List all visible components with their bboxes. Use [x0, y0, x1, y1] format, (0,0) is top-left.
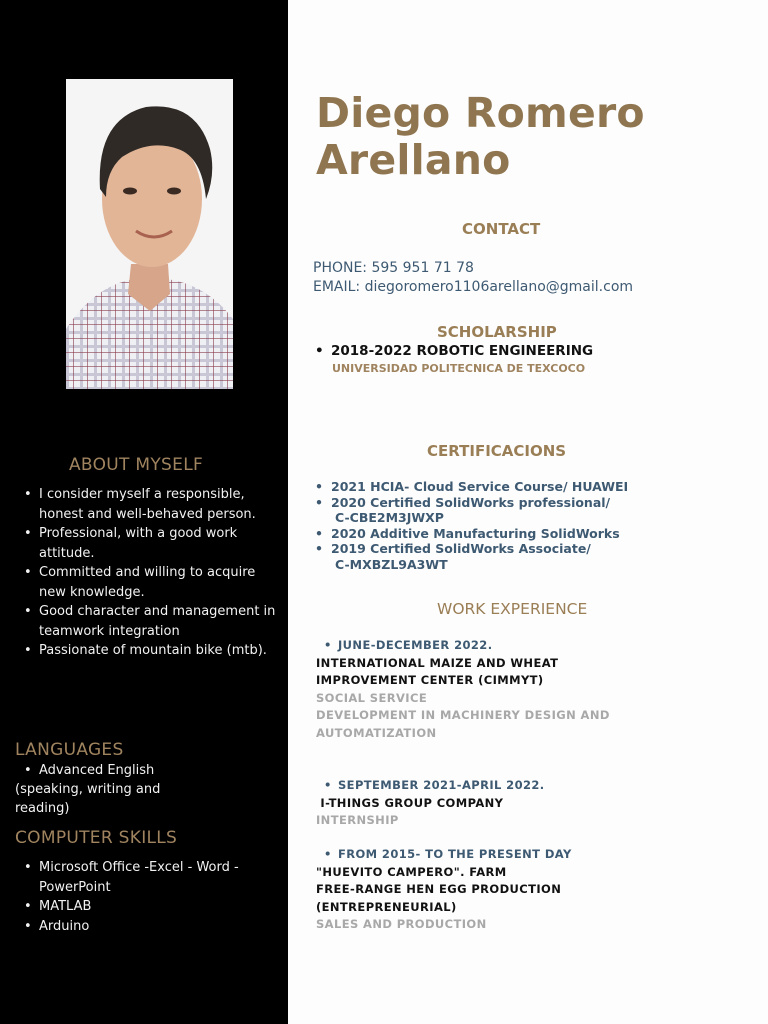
about-item: • Professional, with a good work attitude. [16, 524, 282, 563]
job-role: DEVELOPMENT IN MACHINERY DESIGN AND [316, 708, 610, 723]
certification-code: C-MXBZL9A3WT [335, 556, 448, 572]
about-item: • Committed and willing to acquire new knowledge. [16, 563, 282, 602]
job-org: I-THINGS GROUP COMPANY [316, 795, 504, 810]
job-entry [316, 846, 572, 934]
job-entry [316, 637, 610, 743]
contact-block [313, 259, 633, 297]
certification-title: 2021 HCIA- Cloud Service Course/ HUAWEI [331, 479, 629, 494]
certification-item [313, 526, 628, 542]
computer-skills-heading: COMPUTER SKILLS [15, 828, 178, 848]
about-item: • Passionate of mountain bike (mtb). [16, 641, 282, 661]
certification-title: 2019 Certified SolidWorks Associate/ [331, 541, 591, 557]
work-heading: WORK EXPERIENCE [437, 600, 588, 618]
profile-photo [66, 79, 233, 389]
language-detail: (speaking, writing and reading) [15, 782, 161, 816]
job-date: • FROM 2015- TO THE PRESENT DAY [316, 846, 572, 864]
job-role: SOCIAL SERVICE [316, 690, 428, 705]
job-org: "HUEVITO CAMPERO". FARM [316, 864, 507, 879]
certification-item [313, 479, 628, 495]
full-name [316, 90, 645, 184]
job-org: IMPROVEMENT CENTER (CIMMYT) [316, 673, 544, 688]
job-role: AUTOMATIZATION [316, 725, 437, 740]
scholarship-heading: SCHOLARSHIP [437, 323, 557, 341]
about-heading: ABOUT MYSELF [69, 455, 204, 475]
name-line-1: Diego Romero [316, 89, 645, 137]
job-org: FREE-RANGE HEN EGG PRODUCTION [316, 882, 562, 897]
certification-item [313, 495, 628, 526]
about-item: • Good character and management in teamwork integration [16, 602, 282, 641]
certification-code: C-CBE2M3JWXP [335, 510, 444, 526]
job-date: • SEPTEMBER 2021-APRIL 2022. [316, 777, 545, 795]
certification-title: 2020 Additive Manufacturing SolidWorks [331, 525, 620, 541]
skill-item: • Arduino [16, 917, 256, 937]
languages-list [16, 761, 276, 781]
language-item: • Advanced English [16, 761, 276, 781]
job-org: (ENTREPRENEURIAL) [316, 899, 457, 914]
certifications-list [313, 479, 628, 573]
contact-heading: CONTACT [462, 220, 541, 238]
computer-skills-list [16, 858, 256, 936]
scholarship-title: • 2018-2022 ROBOTIC ENGINEERING [313, 343, 593, 359]
certifications-heading: CERTIFICACIONS [427, 442, 567, 460]
skill-item: • MATLAB [16, 897, 256, 917]
about-item: • I consider myself a responsible, honest and well-behaved person. [16, 485, 282, 524]
certification-item [313, 541, 628, 572]
languages-heading: LANGUAGES [15, 740, 124, 760]
scholarship-school: UNIVERSIDAD POLITECNICA DE TEXCOCO [332, 362, 586, 375]
contact-email: EMAIL: diegoromero1106arellano@gmail.com [313, 279, 634, 295]
job-role: SALES AND PRODUCTION [316, 917, 487, 932]
job-role: INTERNSHIP [316, 813, 399, 828]
job-entry [316, 777, 545, 830]
about-list [16, 485, 282, 661]
name-line-2: Arellano [316, 136, 511, 184]
job-date: • JUNE-DECEMBER 2022. [316, 637, 610, 655]
certification-title: 2020 Certified SolidWorks professional/ [331, 494, 611, 510]
job-org: INTERNATIONAL MAIZE AND WHEAT [316, 655, 559, 670]
skill-item: • Microsoft Office -Excel - Word - PowerPoint [16, 858, 256, 897]
contact-phone: PHONE: 595 951 71 78 [313, 260, 474, 276]
